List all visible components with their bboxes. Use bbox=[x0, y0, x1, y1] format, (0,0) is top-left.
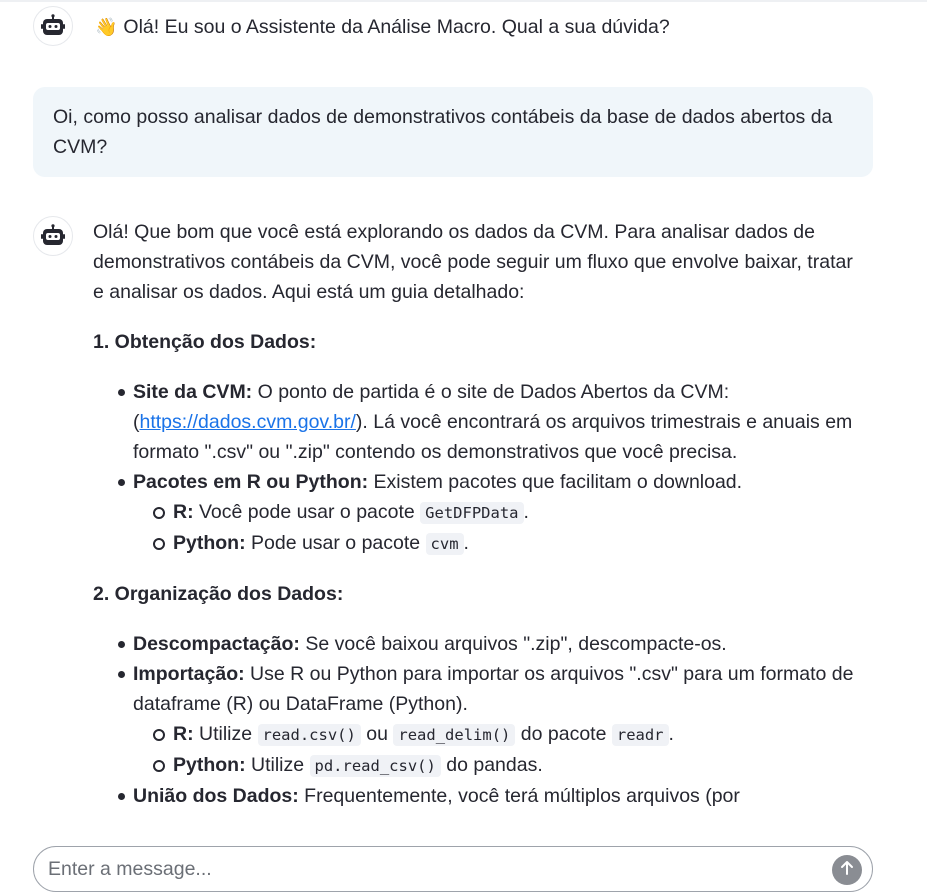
item-label: Pacotes em R ou Python: bbox=[133, 471, 369, 493]
section-list-obtencao bbox=[93, 377, 868, 559]
list-item bbox=[133, 377, 868, 467]
item-text: . bbox=[463, 532, 469, 554]
item-text: Você pode usar o pacote bbox=[193, 501, 421, 523]
item-label: União dos Dados: bbox=[133, 785, 299, 807]
item-text: ). Lá você encontrará os arquivos trimestrais e anuais em formato ".csv" ou ".zip" contendo os demonstrativos que você precisa. bbox=[133, 411, 853, 463]
message-input[interactable] bbox=[48, 847, 828, 891]
assistant-avatar bbox=[33, 216, 73, 256]
code-snippet: read.csv() bbox=[258, 724, 361, 746]
sub-list bbox=[133, 719, 868, 781]
code-snippet: cvm bbox=[426, 533, 464, 555]
user-message-text: Oi, como posso analisar dados de demonstrativos contábeis da base de dados abertos da CVM? bbox=[53, 106, 833, 158]
robot-icon bbox=[41, 224, 65, 248]
list-item bbox=[133, 781, 868, 811]
item-label: Site da CVM: bbox=[133, 381, 253, 403]
robot-icon bbox=[41, 14, 65, 38]
item-text: Use R ou Python para importar os arquivos ".csv" para um formato de dataframe (R) ou DataFrame (Python). bbox=[133, 663, 854, 715]
item-text: Se você baixou arquivos ".zip", descompacte-os. bbox=[299, 633, 727, 655]
sub-list-item bbox=[173, 497, 868, 528]
code-snippet: readr bbox=[612, 724, 669, 746]
item-text: Frequentemente, você terá múltiplos arquivos (por bbox=[298, 785, 740, 807]
item-text: Existem pacotes que facilitam o download. bbox=[368, 471, 743, 493]
chat-input-bar bbox=[33, 846, 873, 892]
sub-list bbox=[133, 497, 868, 559]
sub-list-item bbox=[173, 750, 868, 781]
item-text: O ponto de partida é o site de Dados Abertos da CVM: ( bbox=[133, 381, 730, 433]
list-item bbox=[133, 659, 868, 781]
item-label: Python: bbox=[173, 754, 246, 776]
item-label: Descompactação: bbox=[133, 633, 300, 655]
user-message bbox=[33, 87, 873, 177]
item-text: ou bbox=[360, 723, 394, 745]
list-item bbox=[133, 629, 868, 659]
assistant-greeting bbox=[95, 12, 670, 43]
arrow-up-icon bbox=[839, 860, 855, 881]
item-label: R: bbox=[173, 723, 194, 745]
section-title-organizacao: 2. Organização dos Dados: bbox=[93, 583, 344, 605]
send-button[interactable] bbox=[832, 855, 862, 885]
item-text: Utilize bbox=[193, 723, 258, 745]
code-snippet: pd.read_csv() bbox=[310, 755, 441, 777]
list-item bbox=[133, 467, 868, 559]
cvm-link[interactable]: https://dados.cvm.gov.br/ bbox=[139, 411, 356, 433]
item-label: R: bbox=[173, 501, 194, 523]
item-text: . bbox=[523, 501, 529, 523]
item-text: . bbox=[668, 723, 674, 745]
sub-list-item bbox=[173, 719, 868, 750]
waving-hand-icon: 👋 bbox=[95, 17, 118, 38]
item-text: do pacote bbox=[515, 723, 612, 745]
section-list-organizacao bbox=[93, 629, 868, 811]
item-label: Importação: bbox=[133, 663, 245, 685]
greeting-text: Olá! Eu sou o Assistente da Análise Macro. Qual a sua dúvida? bbox=[123, 16, 670, 38]
section-title-obtencao: 1. Obtenção dos Dados: bbox=[93, 331, 317, 353]
sub-list-item bbox=[173, 528, 868, 559]
item-text: Utilize bbox=[245, 754, 310, 776]
item-label: Python: bbox=[173, 532, 246, 554]
code-snippet: GetDFPData bbox=[420, 502, 523, 524]
assistant-avatar bbox=[33, 6, 73, 46]
code-snippet: read_delim() bbox=[393, 724, 515, 746]
item-text: do pandas. bbox=[440, 754, 543, 776]
item-text: Pode usar o pacote bbox=[245, 532, 426, 554]
assistant-answer bbox=[93, 217, 868, 831]
answer-intro: Olá! Que bom que você está explorando os dados da CVM. Para analisar dados de demonstrativos contábeis da CVM, você pode seguir um fluxo que envolve baixar, tratar e analisar os dados. Aqui está um guia detalhado: bbox=[93, 221, 853, 303]
